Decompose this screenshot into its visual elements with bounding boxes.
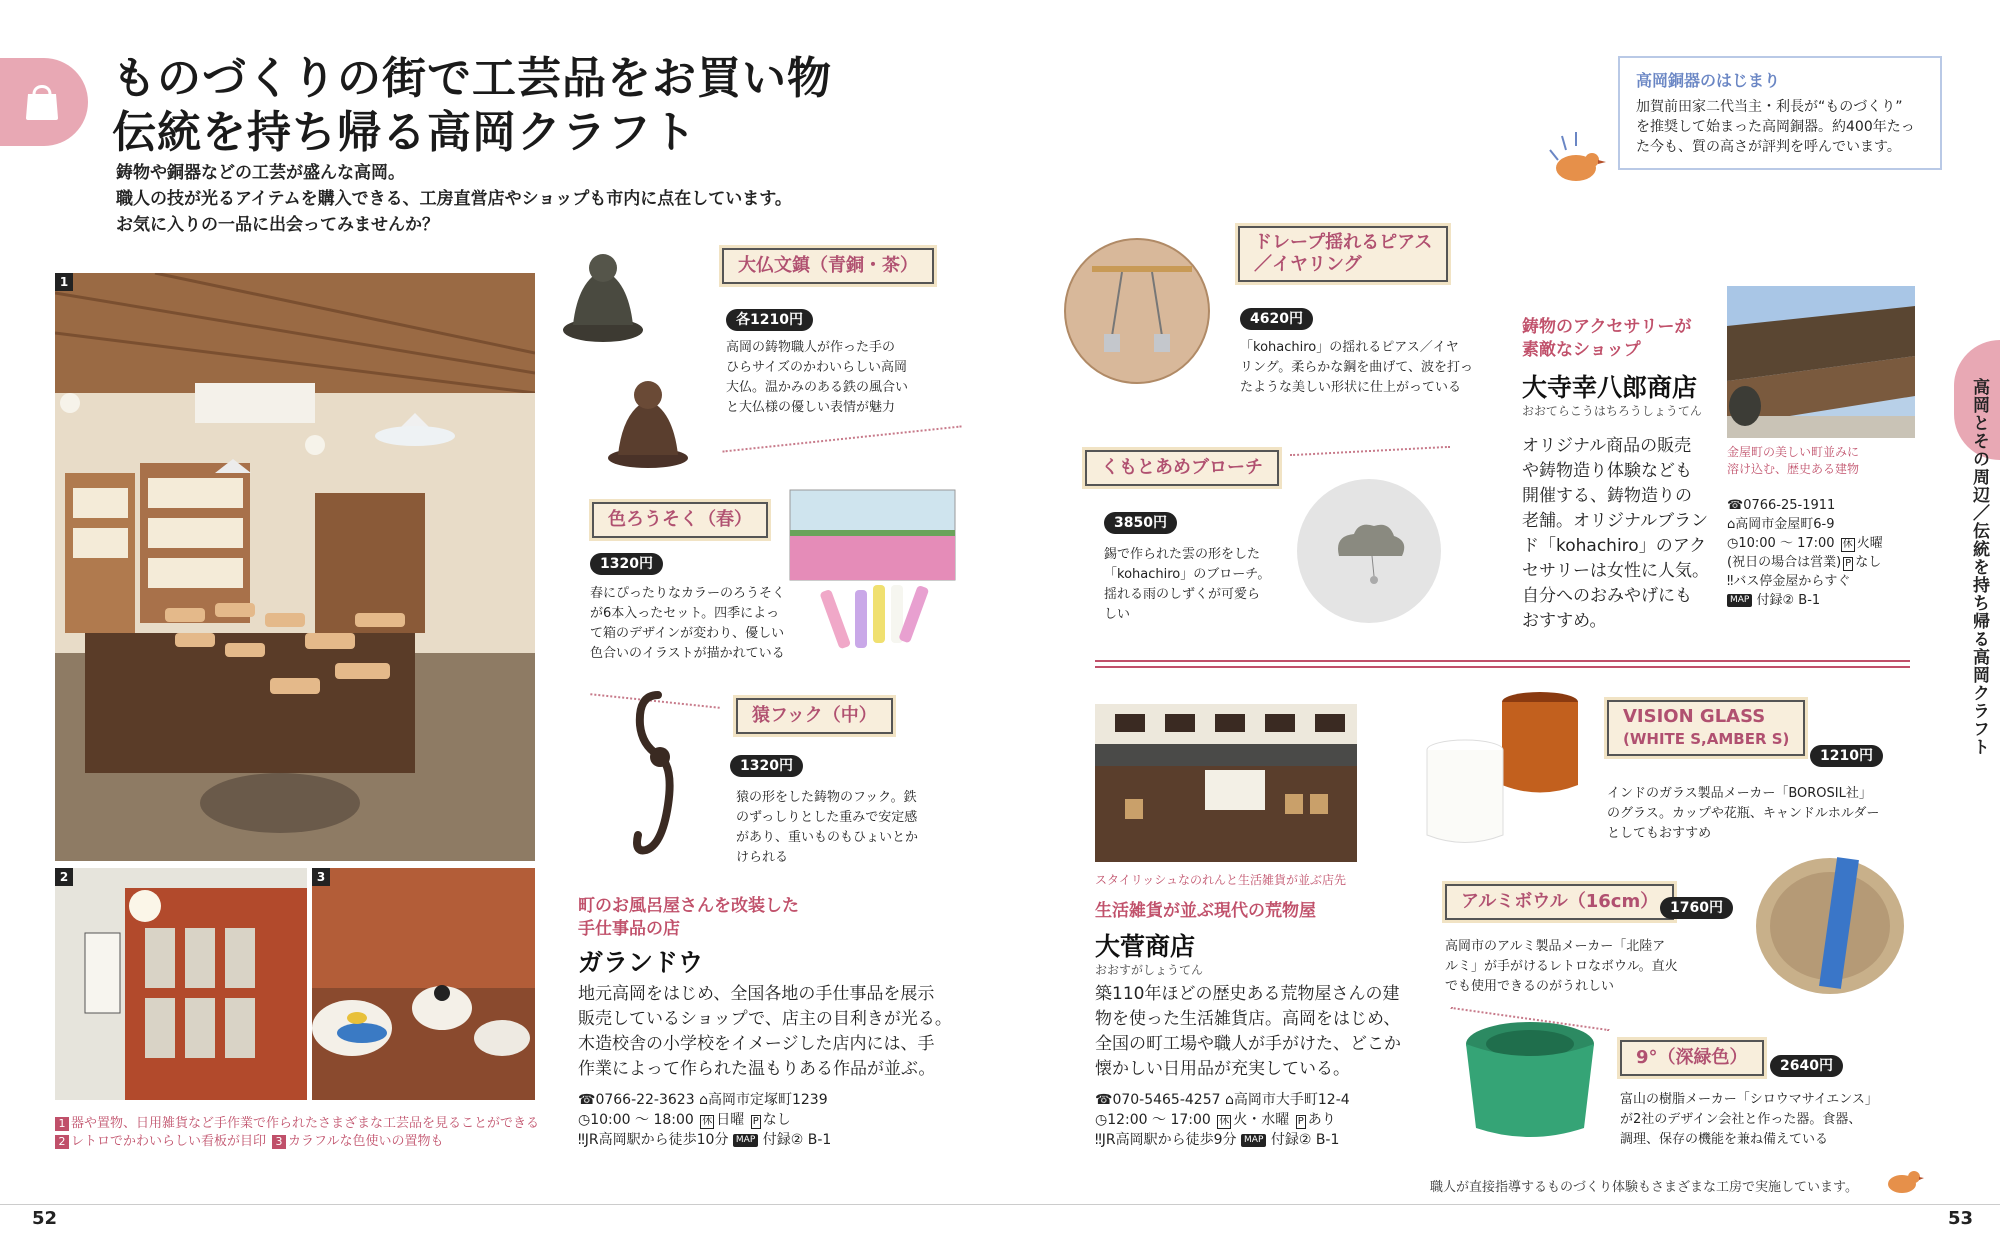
item-name-candle: 色ろうそく（春） [592, 502, 768, 538]
page-title: ものづくりの街で工芸品をお買い物 伝統を持ち帰る高岡クラフト [112, 53, 832, 158]
bird-icon [1880, 1160, 1924, 1200]
home-icon: ⌂ [699, 1092, 708, 1108]
item-desc-vision-glass: インドのガラス製品メーカー「BOROSIL社」 のグラス。カップや花瓶、キャンドルホルダー としてもおすすめ [1607, 786, 1880, 841]
photo-caption: スタイリッシュなのれんと生活雑貨が並ぶ店先 [1095, 873, 1347, 887]
bird-icon [1540, 122, 1610, 192]
item-desc-9deg: 富山の樹脂メーカー「シロウマサイエンス」 が2社のデザイン会社と作った器。食器、 調理、保存の機能を兼ね備えている [1620, 1092, 1878, 1147]
home-icon: ⌂ [1727, 517, 1736, 532]
clock-icon: ◷ [1727, 536, 1739, 551]
price-badge: 各1210円 [726, 309, 813, 331]
vision-glass-image [1425, 690, 1585, 850]
item-name-9deg: 9°（深緑色） [1620, 1040, 1764, 1076]
note-body: 加賀前田家二代当主・利長が“ものづくり” を推奨して始まった高岡銅器。約400年たっ た今も、質の高さが評判を呼んでいます。 [1636, 99, 1915, 155]
price-badge: 1760円 [1660, 897, 1733, 919]
shop-info-osuga: ☎070-5465-4257 ⌂高岡市大手町12-4 ◷12:00 ～ 17:00 休 火・水曜 P あり ‼JR高岡駅から徒歩9分 MAP 付録② B-1 [1095, 1092, 1350, 1148]
item-desc-candle: 春にぴったりなカラーのろうそく が6本入ったセット。四季によっ て箱のデザインが変わり、優しい 色合いのイラストが描かれている [590, 586, 786, 661]
shop-info-odera: ☎0766-25-1911 ⌂高岡市金屋町6-9 ◷10:00 ～ 17:00 休 火曜 (祝日の場合は営業) P なし ‼バス停金屋からすぐ MAP 付録② B-1 [1727, 498, 1883, 608]
pierce-image [1062, 236, 1212, 386]
photo-number: 3 [312, 868, 330, 886]
photo-captions: 1 器や置物、日用雑貨など手作業で作られたさまざまな工芸品を見ることができる 2 レトロでかわいらしい看板が目印 3 カラフルな色使いの置物も [55, 1115, 555, 1151]
shop-subtitle: 生活雑貨が並ぶ現代の荒物屋 [1095, 901, 1316, 921]
info-note-box [1618, 56, 1942, 170]
bus-icon: ‼ [1727, 574, 1734, 589]
shop-info-garandou: ☎0766-22-3623 ⌂高岡市定塚町1239 ◷10:00 ～ 18:00 休 日曜 P なし ‼JR高岡駅から徒歩10分 MAP 付録② B-1 [578, 1092, 832, 1148]
price-badge: 1210円 [1810, 745, 1883, 767]
photo-number: 2 [55, 868, 73, 886]
item-name-hook: 猿フック（中） [736, 698, 893, 734]
shop-name-osuga: 大菅商店 [1095, 932, 1196, 961]
clock-icon: ◷ [578, 1112, 591, 1128]
item-desc-hook: 猿の形をした鋳物のフック。鉄 のずっしりとした重みで安定感 があり、重いものもひょいとか けられる [736, 790, 919, 865]
footer-note: 職人が直接指導するものづくり体験もさまざまな工房で実施しています。 [1430, 1180, 1858, 1195]
shop-body-odera: オリジナル商品の販売 や鋳物造り体験なども 開催する、鋳物造りの 老舗。オリジナルブラン ド「kohachiro」のアク セサリーは女性に人気。 自分へのおみやげにも おすすめ。 [1522, 436, 1709, 631]
osuga-storefront-photo [1095, 704, 1357, 862]
daibutsu-image [558, 240, 708, 470]
item-name-pierce: ドレープ揺れるピアス ／イヤリング [1238, 226, 1448, 282]
shop-name-garandou: ガランドウ [578, 948, 704, 977]
bag-icon [22, 80, 62, 122]
dotted-divider [723, 425, 962, 452]
section-divider [1095, 660, 1910, 668]
ornaments-photo [312, 868, 535, 1100]
price-badge: 4620円 [1240, 308, 1313, 330]
item-name-vision-glass: VISION GLASS (WHITE S,AMBER S) [1607, 700, 1805, 756]
item-desc-daibutsu: 高岡の鋳物職人が作った手の ひらサイズのかわいらしい高岡 大仏。温かみのある鉄の風合い と大仏様の優しい表情が魅力 [726, 340, 909, 415]
item-desc-brooch: 錫で作られた雲の形をした 「kohachiro」のブローチ。 揺れる雨のしずくが可愛ら しい [1104, 547, 1271, 622]
note-title: 高岡銅器のはじまり [1636, 71, 1781, 90]
shop-subtitle: 鋳物のアクセサリーが 素敵なショップ [1522, 317, 1692, 360]
item-desc-aluminum-bowl: 高岡市のアルミ製品メーカー「北陸ア ルミ」が手がけるレトロなボウル。直火 でも使用できるのがうれしい [1445, 939, 1678, 994]
walk-icon: ‼ [578, 1132, 585, 1148]
item-name-aluminum-bowl: アルミボウル（16cm） [1445, 884, 1674, 920]
shop-kana: おおてらこうはちろうしょうてん [1522, 404, 1702, 418]
shop-body-osuga: 築110年ほどの歴史ある荒物屋さんの建 物を使った生活雑貨店。高岡をはじめ、 全国の町工場や職人が手がけた、どこか 懐かしい日用品が充実している。 [1095, 984, 1401, 1079]
page-number-left: 52 [32, 1208, 58, 1229]
title-badge [0, 58, 88, 146]
price-badge: 1320円 [590, 553, 663, 575]
item-name-brooch: くもとあめブローチ [1085, 450, 1279, 486]
photo-number: 1 [55, 273, 73, 291]
green-bowl-image [1460, 1018, 1610, 1148]
side-tab-label: 高岡とその周辺／伝統を持ち帰る高岡クラフト [1969, 378, 1989, 756]
item-name-daibutsu: 大仏文鎮（青銅・茶） [722, 248, 934, 284]
shop-kana: おおすがしょうてん [1095, 963, 1204, 977]
signboard-photo [55, 868, 307, 1100]
home-icon: ⌂ [1224, 1092, 1234, 1108]
price-badge: 1320円 [730, 755, 803, 777]
shop-body-garandou: 地元高岡をはじめ、全国各地の手仕事品を展示 販売しているショップで、店主の目利きが光る。 木造校舎の小学校をイメージした店内には、手 作業によって作られた温もりある作品が並ぶ。 [578, 984, 952, 1079]
shop-interior-photo [55, 273, 535, 861]
clock-icon: ◷ [1095, 1112, 1108, 1128]
dotted-divider [1290, 446, 1450, 456]
brooch-image [1294, 476, 1444, 626]
lead-text: 鋳物や銅器などの工芸が盛んな高岡。 職人の技が光るアイテムを購入できる、工房直営店やショップも市内に点在しています。 お気に入りの一品に出会ってみませんか？ [116, 163, 792, 235]
item-desc-pierce: 「kohachiro」の揺れるピアス／イヤ リング。柔らかな鋼を曲げて、波を打っ たような美しい形状に仕上がっている [1240, 340, 1473, 395]
monkey-hook-image [628, 685, 688, 865]
footer-rule [0, 1204, 2000, 1205]
kanaya-street-photo [1727, 286, 1915, 438]
candle-box-image [785, 485, 965, 655]
shop-name-odera: 大寺幸八郎商店 [1522, 373, 1698, 402]
page-number-right: 53 [1948, 1208, 1974, 1229]
photo-caption: 金屋町の美しい町並みに 溶け込む、歴史ある建物 [1727, 445, 1860, 476]
shop-subtitle: 町のお風呂屋さんを改装した 手仕事品の店 [578, 896, 799, 939]
walk-icon: ‼ [1095, 1132, 1102, 1148]
price-badge: 2640円 [1770, 1055, 1843, 1077]
price-badge: 3850円 [1104, 512, 1177, 534]
aluminum-bowl-image [1750, 848, 1910, 998]
